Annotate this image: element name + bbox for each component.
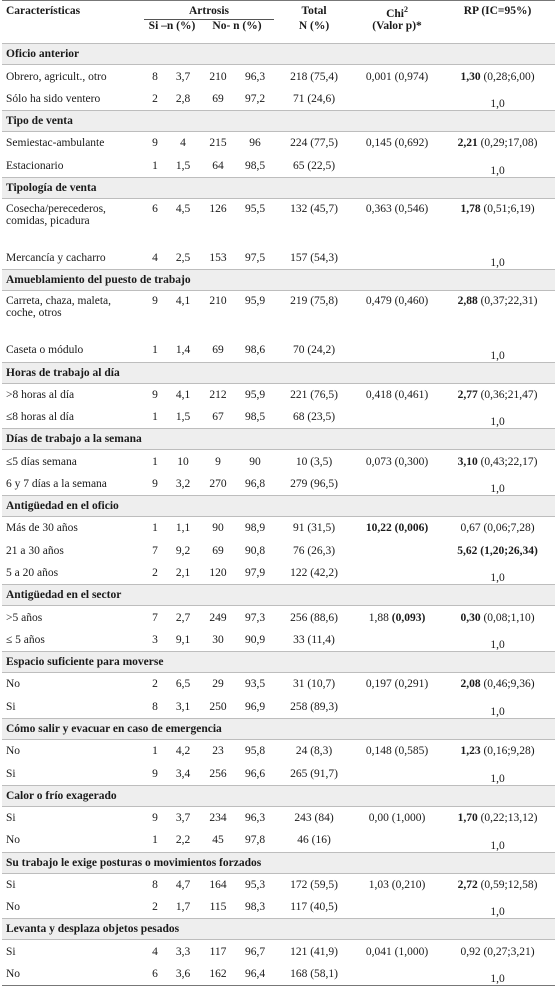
row-label: Si xyxy=(6,700,16,713)
rp-cell: 3,10 (0,43;22,17) xyxy=(457,455,538,468)
si-n: 1 xyxy=(152,745,158,758)
section-title: Oficio anterior xyxy=(2,44,555,65)
chi-cell xyxy=(354,896,440,919)
si-n: 1 xyxy=(152,344,158,357)
no-pct: 96,3 xyxy=(244,811,266,824)
si-n: 9 xyxy=(152,811,158,824)
total-cell: 172 (59,5) xyxy=(290,878,338,891)
si-n: 9 xyxy=(152,137,158,150)
si-n: 3 xyxy=(152,633,158,646)
si-pct: 4,7 xyxy=(175,878,191,891)
chi-cell xyxy=(354,406,440,429)
chi-cell: 0,148 (0,585) xyxy=(365,745,429,758)
chi-cell: 0,001 (0,974) xyxy=(365,70,429,83)
row-label: >5 años xyxy=(6,611,43,624)
header-no: No- n (%) xyxy=(212,20,262,33)
chi-cell xyxy=(354,696,440,719)
table-row xyxy=(2,606,555,629)
table-row xyxy=(2,739,555,762)
chi-cell xyxy=(354,473,440,496)
results-table xyxy=(2,0,555,986)
table-row xyxy=(2,406,555,429)
section-header xyxy=(2,585,555,606)
si-pct: 3,4 xyxy=(175,767,191,780)
header-caracteristicas: Características xyxy=(6,5,81,17)
table-row xyxy=(2,65,555,88)
total-cell: 91 (31,5) xyxy=(292,522,336,535)
table-row xyxy=(2,629,555,652)
no-n: 215 xyxy=(209,137,227,150)
chi-cell: 0,363 (0,546) xyxy=(365,202,429,215)
total-cell: 33 (11,4) xyxy=(293,633,335,646)
si-n: 9 xyxy=(152,295,158,308)
si-n: 7 xyxy=(152,544,158,557)
table-row xyxy=(2,673,555,696)
si-pct: 1,1 xyxy=(175,522,191,535)
chi-cell: 0,00 (1,000) xyxy=(368,811,426,824)
section-header xyxy=(2,362,555,383)
rp-cell: 0,30 (0,08;1,10) xyxy=(460,611,535,624)
chi-cell: 0,041 (1,000) xyxy=(365,945,429,958)
no-pct: 98,5 xyxy=(244,411,266,424)
rp-cell: 2,72 (0,59;12,58) xyxy=(457,878,538,891)
rp-cell: 2,77 (0,36;21,47) xyxy=(457,388,538,401)
si-n: 6 xyxy=(152,202,158,215)
si-n: 2 xyxy=(152,901,158,914)
total-cell: 24 (8,3) xyxy=(295,745,333,758)
si-n: 9 xyxy=(152,767,158,780)
total-cell: 157 (54,3) xyxy=(290,252,338,265)
row-label: Si xyxy=(6,878,16,891)
no-pct: 96,4 xyxy=(244,967,266,980)
no-n: 270 xyxy=(209,478,227,491)
chi-cell xyxy=(354,829,440,852)
no-n: 153 xyxy=(209,252,227,265)
rp-cell: 1,0 xyxy=(490,416,505,429)
si-n: 9 xyxy=(152,478,158,491)
total-cell: 279 (96,5) xyxy=(290,478,338,491)
si-pct: 1,7 xyxy=(175,901,191,914)
no-n: 234 xyxy=(209,811,227,824)
section-title: Días de trabajo a la semana xyxy=(2,429,555,450)
si-n: 8 xyxy=(152,70,158,83)
section-title: Cómo salir y evacuar en caso de emergencia xyxy=(2,718,555,739)
no-n: 162 xyxy=(209,967,227,980)
rp-cell: 2,21 (0,29;17,08) xyxy=(457,137,538,150)
table-row xyxy=(2,291,555,340)
si-n: 8 xyxy=(152,878,158,891)
si-pct: 3,7 xyxy=(175,811,191,824)
chi-cell xyxy=(354,562,440,585)
no-pct: 96,7 xyxy=(244,945,266,958)
si-pct: 2,7 xyxy=(175,611,191,624)
table-row xyxy=(2,155,555,178)
section-title: Antigüedad en el sector xyxy=(2,585,555,606)
rp-cell: 1,0 xyxy=(490,705,505,718)
total-cell: 121 (41,9) xyxy=(290,945,338,958)
row-label: 5 a 20 años xyxy=(6,567,59,580)
chi-cell: 1,03 (0,210) xyxy=(368,878,426,891)
total-cell: 70 (24,2) xyxy=(292,344,336,357)
total-cell: 68 (23,5) xyxy=(292,411,336,424)
chi-cell xyxy=(354,540,440,562)
no-pct: 97,2 xyxy=(244,92,266,105)
row-label: Mercancía y cacharro xyxy=(6,252,106,265)
chi-cell xyxy=(354,339,440,362)
table-row xyxy=(2,473,555,496)
no-n: 212 xyxy=(209,388,227,401)
rp-cell: 2,88 (0,37;22,31) xyxy=(457,295,538,308)
row-label: 6 y 7 días a la semana xyxy=(6,478,107,491)
total-cell: 224 (77,5) xyxy=(290,137,338,150)
section-title: Tipología de venta xyxy=(2,177,555,198)
section-header xyxy=(2,429,555,450)
rp-cell: 1,0 xyxy=(490,639,505,652)
table-row xyxy=(2,696,555,719)
table-row xyxy=(2,762,555,785)
si-pct: 2,2 xyxy=(175,834,191,847)
section-header xyxy=(2,785,555,806)
chi-cell: 0,197 (0,291) xyxy=(365,678,429,691)
section-header xyxy=(2,652,555,673)
total-cell: 65 (22,5) xyxy=(292,159,336,172)
chi-cell: 0,145 (0,692) xyxy=(365,137,429,150)
header-chi: Chi$^2$ xyxy=(386,5,408,20)
no-n: 90 xyxy=(212,522,224,535)
no-pct: 96,3 xyxy=(244,70,266,83)
si-pct: 4,1 xyxy=(175,295,191,308)
section-header xyxy=(2,111,555,132)
no-n: 210 xyxy=(209,70,227,83)
table-row xyxy=(2,339,555,362)
no-pct: 96,6 xyxy=(244,767,266,780)
section-title: Levanta y desplaza objetos pesados xyxy=(2,919,555,940)
no-n: 249 xyxy=(209,611,227,624)
table-row xyxy=(2,940,555,963)
section-title: Su trabajo le exige posturas o movimientos forzados xyxy=(2,852,555,873)
si-pct: 3,2 xyxy=(175,478,191,491)
si-pct: 2,1 xyxy=(175,567,191,580)
header-artrosis: Artrosis xyxy=(144,1,274,20)
no-n: 9 xyxy=(215,455,221,468)
si-n: 1 xyxy=(152,411,158,424)
si-pct: 4,1 xyxy=(175,388,191,401)
si-pct: 1,4 xyxy=(175,344,191,357)
header-valor-p: (Valor p)* xyxy=(372,19,422,32)
no-n: 69 xyxy=(212,344,224,357)
total-cell: 46 (16) xyxy=(297,834,331,847)
row-label: ≤8 horas al día xyxy=(6,411,74,424)
chi-cell: 0,418 (0,461) xyxy=(365,388,429,401)
table-row xyxy=(2,132,555,155)
no-pct: 90 xyxy=(249,455,261,468)
table-row xyxy=(2,450,555,473)
rp-cell: 1,0 xyxy=(490,164,505,177)
section-header xyxy=(2,44,555,65)
chi-cell: 1,88 (0,093) xyxy=(368,611,426,624)
no-n: 64 xyxy=(212,159,224,172)
section-title: Espacio suficiente para moverse xyxy=(2,652,555,673)
si-pct: 3,1 xyxy=(175,700,191,713)
rp-cell: 1,0 xyxy=(490,98,505,111)
si-pct: 3,6 xyxy=(175,967,191,980)
row-label: Sólo ha sido ventero xyxy=(6,92,101,105)
row-label: ≤ 5 años xyxy=(6,633,45,646)
section-header xyxy=(2,852,555,873)
row-label: Más de 30 años xyxy=(6,522,78,535)
si-pct: 1,5 xyxy=(175,411,191,424)
total-cell: 122 (42,2) xyxy=(290,567,338,580)
rp-cell: 1,0 xyxy=(490,973,505,986)
row-label: Si xyxy=(6,945,16,958)
section-header xyxy=(2,177,555,198)
row-label: ≤5 días semana xyxy=(6,455,77,468)
si-pct: 4,5 xyxy=(175,202,191,215)
total-cell: 76 (26,3) xyxy=(292,544,336,557)
row-label: Si xyxy=(6,767,16,780)
rp-cell: 1,0 xyxy=(490,257,505,270)
no-n: 256 xyxy=(209,767,227,780)
section-header xyxy=(2,919,555,940)
no-pct: 95,9 xyxy=(244,388,266,401)
no-pct: 95,5 xyxy=(244,202,266,215)
rp-cell: 1,0 xyxy=(490,349,505,362)
chi-cell: 0,479 (0,460) xyxy=(365,295,429,308)
table-row xyxy=(2,562,555,585)
total-cell: 219 (75,8) xyxy=(290,295,338,308)
rp-cell: 1,23 (0,16;9,28) xyxy=(460,745,535,758)
no-pct: 98,3 xyxy=(244,901,266,914)
no-pct: 95,8 xyxy=(244,745,266,758)
chi-cell xyxy=(354,88,440,111)
total-cell: 258 (89,3) xyxy=(290,700,338,713)
section-header xyxy=(2,270,555,291)
row-label: >8 horas al día xyxy=(6,388,75,401)
si-n: 2 xyxy=(152,567,158,580)
total-cell: 132 (45,7) xyxy=(290,202,338,215)
si-pct: 3,7 xyxy=(175,70,191,83)
rp-cell: 5,62 (1,20;26,34) xyxy=(457,544,538,557)
chi-cell: 10,22 (0,006) xyxy=(365,522,429,535)
si-pct: 9,1 xyxy=(175,633,191,646)
row-label: No xyxy=(6,967,21,980)
header-total-n: N (%) xyxy=(298,19,330,32)
no-pct: 98,6 xyxy=(244,344,266,357)
header-si: Si –n (%) xyxy=(148,20,196,33)
row-label: Cosecha/perecederos, comidas, picadura xyxy=(6,202,106,227)
table-row xyxy=(2,873,555,896)
total-cell: 218 (75,4) xyxy=(290,70,338,83)
table-row xyxy=(2,88,555,111)
table-row xyxy=(2,198,555,247)
no-n: 120 xyxy=(209,567,227,580)
total-cell: 71 (24,6) xyxy=(292,92,336,105)
section-header xyxy=(2,496,555,517)
table-row xyxy=(2,963,555,986)
section-header xyxy=(2,718,555,739)
table-row xyxy=(2,247,555,270)
header-total: Total xyxy=(301,5,327,17)
no-n: 30 xyxy=(212,633,224,646)
no-n: 126 xyxy=(209,202,227,215)
no-pct: 97,3 xyxy=(244,611,266,624)
section-title: Horas de trabajo al día xyxy=(2,362,555,383)
total-cell: 221 (76,5) xyxy=(290,388,338,401)
no-pct: 95,3 xyxy=(244,878,266,891)
no-n: 117 xyxy=(209,945,227,958)
no-pct: 97,5 xyxy=(244,252,266,265)
si-pct: 1,5 xyxy=(175,159,191,172)
no-pct: 96 xyxy=(249,137,261,150)
row-label: Caseta o módulo xyxy=(6,344,84,357)
rp-cell: 2,08 (0,46;9,36) xyxy=(460,678,535,691)
si-pct: 10 xyxy=(177,455,189,468)
chi-cell xyxy=(354,629,440,652)
no-n: 23 xyxy=(212,745,224,758)
no-pct: 98,9 xyxy=(244,522,266,535)
no-n: 210 xyxy=(209,295,227,308)
total-cell: 265 (91,7) xyxy=(290,767,338,780)
no-pct: 90,9 xyxy=(244,633,266,646)
rp-cell: 1,0 xyxy=(490,572,505,585)
section-title: Calor o frío exagerado xyxy=(2,785,555,806)
no-pct: 97,8 xyxy=(244,834,266,847)
no-pct: 93,5 xyxy=(244,678,266,691)
no-pct: 96,8 xyxy=(244,478,266,491)
rp-cell: 1,70 (0,22;13,12) xyxy=(457,811,538,824)
total-cell: 168 (58,1) xyxy=(290,967,338,980)
rp-cell: 1,30 (0,28;6,00) xyxy=(460,70,535,83)
si-n: 1 xyxy=(152,159,158,172)
si-n: 1 xyxy=(152,834,158,847)
rp-cell: 1,78 (0,51;6,19) xyxy=(460,202,535,215)
total-cell: 31 (10,7) xyxy=(292,678,336,691)
total-cell: 10 (3,5) xyxy=(295,455,333,468)
no-n: 67 xyxy=(212,411,224,424)
si-pct: 4,2 xyxy=(175,745,191,758)
rp-cell: 1,0 xyxy=(490,839,505,852)
no-n: 69 xyxy=(212,92,224,105)
no-n: 69 xyxy=(212,544,224,557)
no-pct: 97,9 xyxy=(244,567,266,580)
rp-cell: 1,0 xyxy=(490,483,505,496)
table-row xyxy=(2,806,555,829)
table-row xyxy=(2,896,555,919)
table-row xyxy=(2,540,555,562)
no-n: 29 xyxy=(212,678,224,691)
no-pct: 98,5 xyxy=(244,159,266,172)
chi-cell xyxy=(354,247,440,270)
si-pct: 2,5 xyxy=(175,252,191,265)
si-pct: 4 xyxy=(180,137,186,150)
rp-cell: 1,0 xyxy=(490,772,505,785)
no-pct: 96,9 xyxy=(244,700,266,713)
chi-cell: 0,073 (0,300) xyxy=(365,455,429,468)
chi-cell xyxy=(354,155,440,178)
si-n: 2 xyxy=(152,678,158,691)
si-n: 1 xyxy=(152,455,158,468)
si-pct: 9,2 xyxy=(175,544,191,557)
header-rp: RP (IC=95%) xyxy=(463,5,532,17)
si-n: 8 xyxy=(152,700,158,713)
no-pct: 95,9 xyxy=(244,295,266,308)
row-label: Si xyxy=(6,811,16,824)
si-n: 6 xyxy=(152,967,158,980)
section-title: Tipo de venta xyxy=(2,111,555,132)
si-n: 4 xyxy=(152,945,158,958)
table-row xyxy=(2,829,555,852)
row-label: No xyxy=(6,678,21,691)
row-label: No xyxy=(6,745,21,758)
si-n: 1 xyxy=(152,522,158,535)
row-label: No xyxy=(6,834,21,847)
si-n: 2 xyxy=(152,92,158,105)
row-label: Carreta, chaza, maleta, coche, otros xyxy=(6,295,112,320)
si-n: 7 xyxy=(152,611,158,624)
row-label: Semiestac-ambulante xyxy=(6,137,105,150)
section-title: Antigüedad en el oficio xyxy=(2,496,555,517)
no-n: 115 xyxy=(209,901,227,914)
si-pct: 6,5 xyxy=(175,678,191,691)
row-label: 21 a 30 años xyxy=(6,544,64,557)
rp-cell: 1,0 xyxy=(490,906,505,919)
rp-cell: 0,67 (0,06;7,28) xyxy=(460,522,535,535)
row-label: Obrero, agricult., otro xyxy=(6,70,107,83)
table-row xyxy=(2,517,555,540)
chi-cell xyxy=(354,963,440,986)
no-n: 164 xyxy=(209,878,227,891)
no-n: 45 xyxy=(212,834,224,847)
table-row xyxy=(2,383,555,406)
no-n: 250 xyxy=(209,700,227,713)
rp-cell: 0,92 (0,27;3,21) xyxy=(460,945,535,958)
si-pct: 2,8 xyxy=(175,92,191,105)
chi-cell xyxy=(354,762,440,785)
si-pct: 3,3 xyxy=(175,945,191,958)
total-cell: 243 (84) xyxy=(294,811,334,824)
si-n: 9 xyxy=(152,388,158,401)
row-label: No xyxy=(6,901,21,914)
total-cell: 117 (40,5) xyxy=(290,901,338,914)
section-title: Amueblamiento del puesto de trabajo xyxy=(2,270,555,291)
row-label: Estacionario xyxy=(6,159,64,172)
si-n: 4 xyxy=(152,252,158,265)
no-pct: 90,8 xyxy=(244,544,266,557)
total-cell: 256 (88,6) xyxy=(290,611,338,624)
